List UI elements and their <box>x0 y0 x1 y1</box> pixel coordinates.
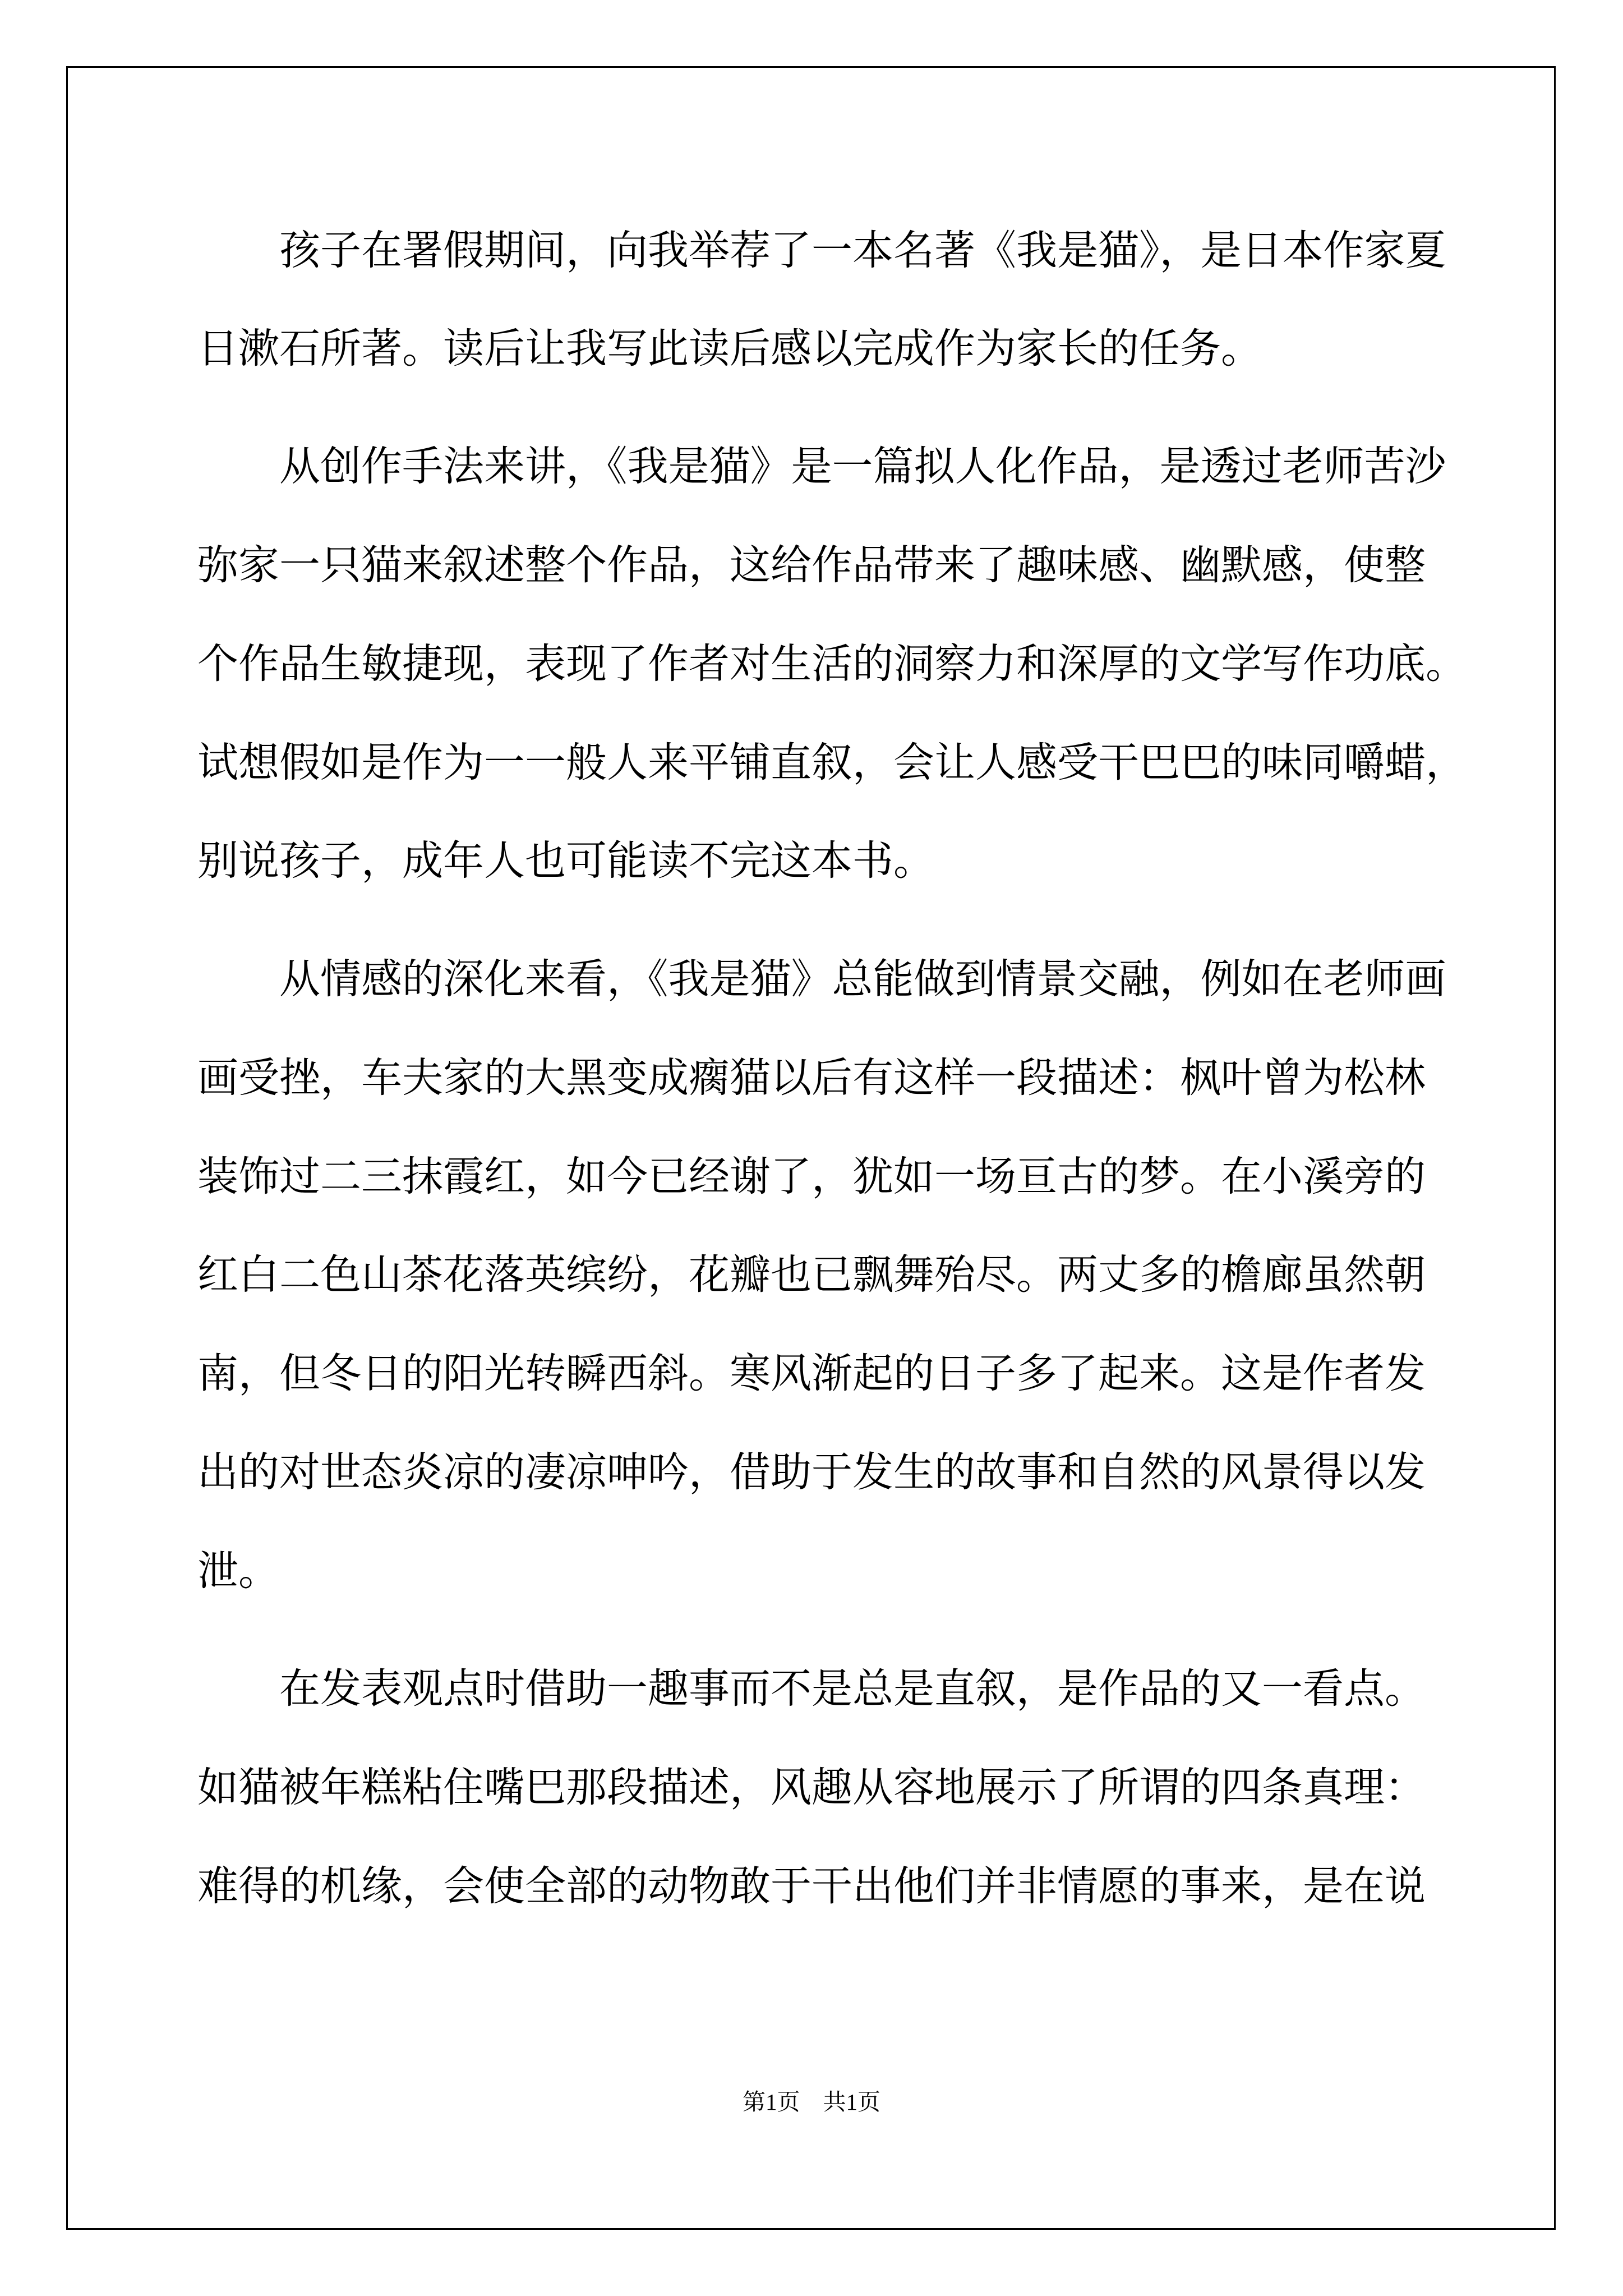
text-line: 画受挫，车夫家的大黑变成瘸猫以后有这样一段描述：枫叶曾为松林 <box>197 1054 1426 1102</box>
text-line: 日漱石所著。读后让我写此读后感以完成作为家长的任务。 <box>197 325 1262 372</box>
text-line: 泄。 <box>197 1547 279 1595</box>
text-line: 红白二色山茶花落英缤纷，花瓣也已飘舞殆尽。两丈多的檐廊虽然朝 <box>197 1251 1426 1299</box>
text-line: 从创作手法来讲，《我是猫》是一篇拟人化作品，是透过老师苦沙 <box>197 443 1446 490</box>
text-line: 装饰过二三抹霞红，如今已经谢了，犹如一场亘古的梦。在小溪旁的 <box>197 1153 1426 1200</box>
text-line: 南，但冬日的阳光转瞬西斜。寒风渐起的日子多了起来。这是作者发 <box>197 1350 1426 1397</box>
text-line: 在发表观点时借助一趣事而不是总是直叙，是作品的又一看点。 <box>197 1665 1426 1713</box>
text-line: 出的对世态炎凉的凄凉呻吟，借助于发生的故事和自然的风景得以发 <box>197 1448 1426 1496</box>
text-line: 难得的机缘，会使全部的动物敢于干出他们并非情愿的事来，是在说 <box>197 1862 1426 1910</box>
page-number-footer: 第1页 共1页 <box>743 2089 880 2115</box>
text-line: 如猫被年糕粘住嘴巴那段描述，风趣从容地展示了所谓的四条真理： <box>197 1764 1426 1811</box>
text-line: 试想假如是作为一一般人来平铺直叙，会让人感受干巴巴的味同嚼蜡， <box>197 739 1467 786</box>
text-line: 个作品生敏捷现，表现了作者对生活的洞察力和深厚的文学写作功底。 <box>197 640 1467 688</box>
text-line: 别说孩子，成年人也可能读不完这本书。 <box>197 837 934 885</box>
text-line: 从情感的深化来看，《我是猫》总能做到情景交融，例如在老师画 <box>197 955 1446 1003</box>
text-line: 孩子在署假期间，向我举荐了一本名著《我是猫》，是日本作家夏 <box>197 227 1446 274</box>
text-line: 弥家一只猫来叙述整个作品，这给作品带来了趣味感、幽默感，使整 <box>197 541 1426 589</box>
